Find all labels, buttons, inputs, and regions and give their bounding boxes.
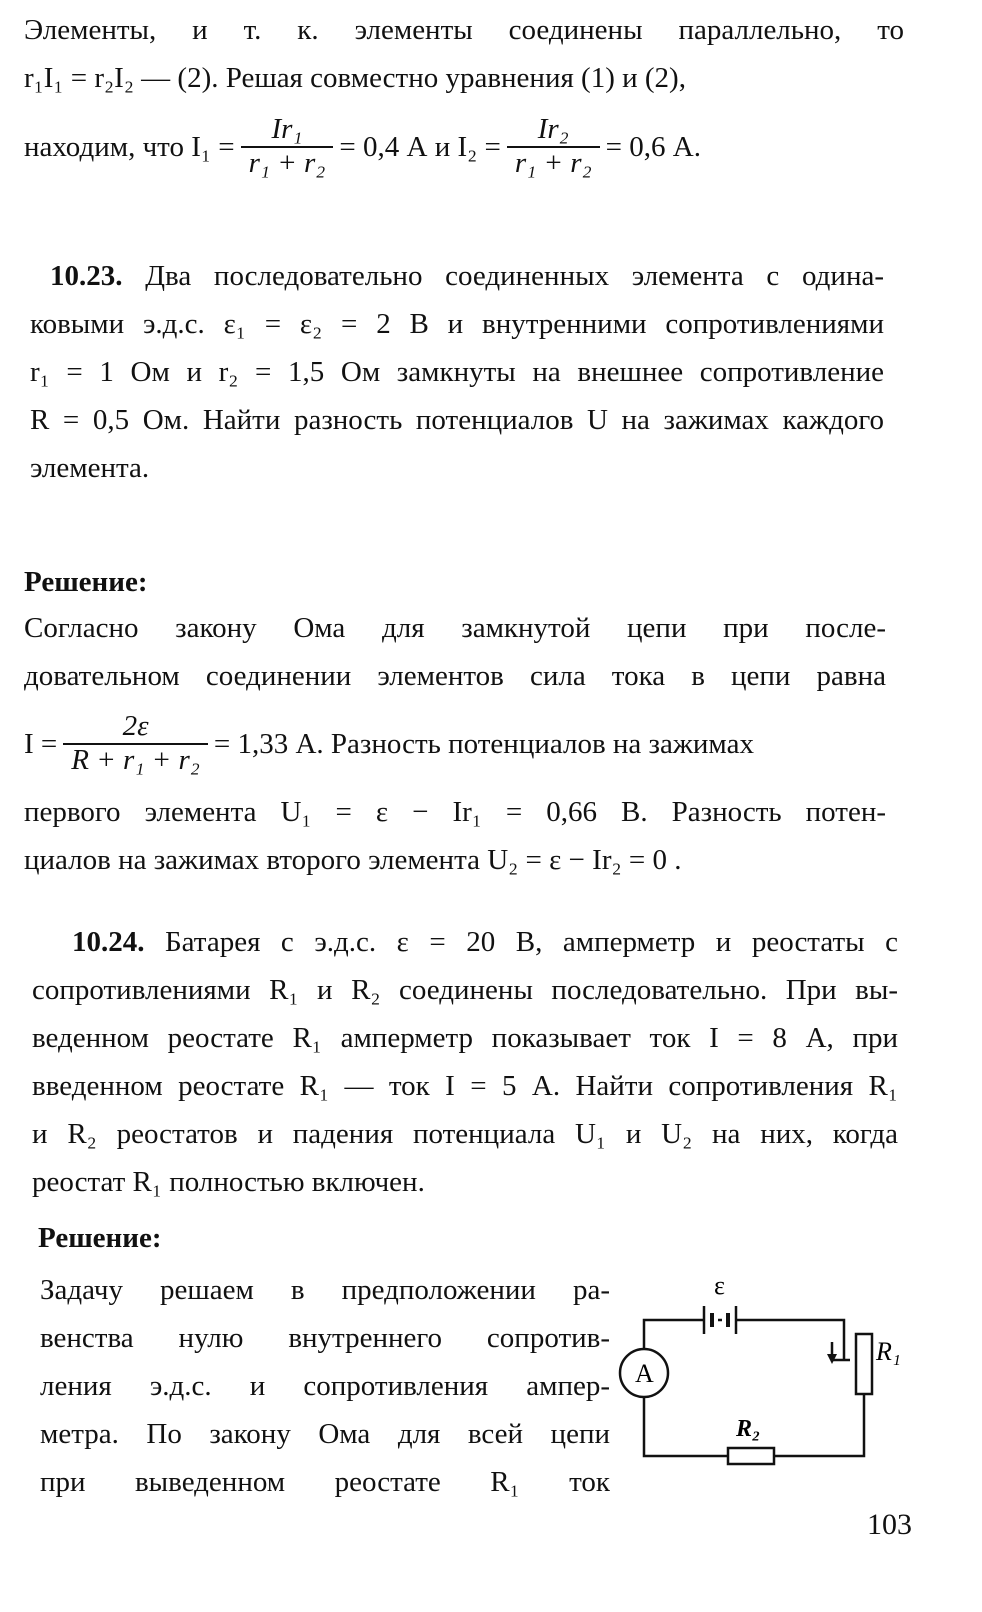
r2-label: R₂ [736, 1416, 761, 1442]
resistor-r2 [728, 1448, 774, 1464]
text-line: ковыми э.д.с. ε₁ = ε₂ = 2 В и внутренними сопротивлениями [30, 308, 884, 340]
ammeter-label: A [635, 1359, 654, 1388]
circuit-diagram [618, 1270, 918, 1500]
problem-first-line [30, 252, 884, 300]
formula-line [24, 102, 904, 192]
text-line: довательном соединении элементов сила тока в цепи равна [24, 660, 886, 692]
text-line: первого элемента U₁ = ε − Ir₁ = 0,66 В. Разность потен- [24, 796, 886, 828]
fraction-denominator: R + r₁ + r₂ [71, 744, 200, 776]
text-line: веденном реостате R₁ амперметр показывает ток I = 8 А, при [32, 1022, 898, 1054]
problem-10-24 [32, 918, 898, 1206]
text-line: R = 0,5 Ом. Найти разность потенциалов U на зажимах каждого [30, 404, 884, 436]
text-line: и R₂ реостатов и падения потенциала U₁ и U₂ на них, когда [32, 1118, 898, 1150]
formula-line [24, 700, 886, 788]
text-line: циалов на зажимах второго элемента U₂ = ε − Ir₂ = 0 . [24, 844, 682, 876]
problem-first-line [32, 918, 898, 966]
text-line: при выведенном реостате R₁ ток [40, 1466, 610, 1498]
formula-text: = 1,33 А. Разность потенциалов на зажимах [213, 727, 754, 760]
wire-bottom-left [644, 1398, 728, 1456]
formula-prefix: находим, что I₁ = [24, 130, 235, 163]
formula-prefix: I = [24, 727, 58, 760]
solution-10-24-heading-wrap [38, 1216, 438, 1260]
text-line: элемента. [30, 452, 150, 484]
rheostat-r1 [856, 1334, 872, 1394]
formula-middle: = 0,4 А и I₂ = [339, 130, 501, 163]
text-line: метра. По закону Ома для всей цепи [40, 1418, 610, 1450]
text-line: r₁ = 1 Ом и r₂ = 1,5 Ом замкнуты на внешнее сопротивление [30, 356, 884, 388]
wire-top-left [644, 1320, 704, 1348]
fraction-i1 [241, 114, 334, 180]
text-line: Задачу решаем в предположении ра- [40, 1274, 610, 1306]
emf-label: ε [714, 1271, 725, 1300]
solution-heading: Решение: [24, 566, 148, 598]
text-line: реостат R₁ полностью включен. [32, 1166, 425, 1198]
text-line: сопротивлениями R₁ и R₂ соединены последовательно. При вы- [32, 974, 898, 1006]
fraction-denominator: r₁ + r₂ [248, 147, 326, 179]
problem-number: 10.24. [72, 926, 145, 958]
fraction-numerator: Ir₁ [241, 114, 334, 148]
fraction-current [63, 711, 208, 777]
formula-end: = 0,6 А. [605, 130, 701, 163]
r1-label: R₁ [876, 1337, 901, 1366]
solution-10-24-text [40, 1266, 610, 1506]
problem-10-23 [30, 252, 884, 492]
text-line: Элементы, и т. к. элементы соединены параллельно, то [24, 14, 904, 46]
solution-10-23 [24, 560, 886, 884]
page-number: 103 [867, 1508, 912, 1541]
wire-right [830, 1394, 864, 1456]
text-line: введенном реостате R₁ — ток I = 5 А. Найти сопротивления R₁ [32, 1070, 898, 1102]
problem-text: Два последовательно соединенных элемента с одина- [145, 260, 884, 292]
fraction-numerator: Ir₂ [507, 114, 600, 148]
text-line: ления э.д.с. и сопротивления ампер- [40, 1370, 610, 1402]
problem-number: 10.23. [50, 260, 123, 292]
fraction-i2 [507, 114, 600, 180]
problem-text: Батарея с э.д.с. ε = 20 В, амперметр и реостаты с [165, 926, 899, 958]
fraction-denominator: r₁ + r₂ [514, 147, 592, 179]
text-line: Согласно закону Ома для замкнутой цепи при после- [24, 612, 886, 644]
fraction-numerator: 2ε [63, 711, 208, 745]
text-line: венства нулю внутреннего сопротив- [40, 1322, 610, 1354]
top-continuation [24, 6, 904, 192]
solution-heading: Решение: [38, 1222, 162, 1254]
text-line: r₁I₁ = r₂I₂ — (2). Решая совместно уравнения (1) и (2), [24, 62, 686, 94]
